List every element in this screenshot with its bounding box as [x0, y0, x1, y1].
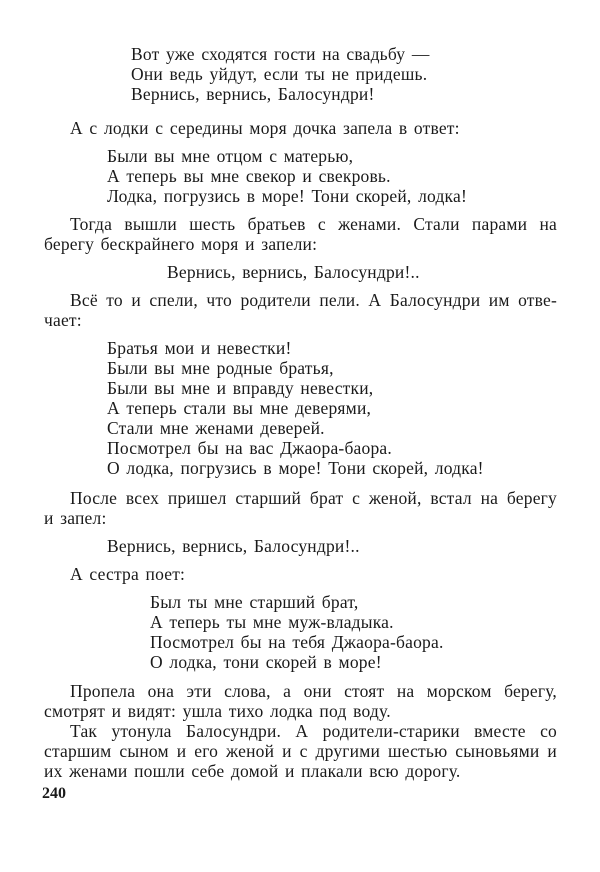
verse-line: А теперь стали вы мне деверями, — [107, 398, 372, 418]
verse-line: Были вы мне отцом с матерью, — [107, 146, 354, 166]
paragraph-line: старшим сыном и его женой и с другими шестью сыновьями и — [44, 741, 557, 761]
verse-line: Посмотрел бы на тебя Джаора-баора. — [150, 632, 444, 652]
verse-line: А теперь ты мне муж-владыка. — [150, 612, 394, 632]
paragraph-line: берегу бескрайнего моря и запели: — [44, 234, 318, 254]
verse-line: О лодка, погрузись в море! Тони скорей, лодка! — [107, 458, 484, 478]
verse-line: Они ведь уйдут, если ты не придешь. — [131, 64, 428, 84]
refrain-line: Вернись, вернись, Балосундри!.. — [107, 536, 360, 556]
paragraph-line: их женами пошли себе домой и плакали всю дорогу. — [44, 761, 461, 781]
verse-line: О лодка, тони скорей в море! — [150, 652, 382, 672]
verse-line: Стали мне женами деверей. — [107, 418, 325, 438]
verse-line: Были вы мне родные братья, — [107, 358, 334, 378]
page-number: 240 — [42, 785, 66, 802]
paragraph-line: Так утонула Балосундри. А родители-старики вместе со — [70, 721, 557, 741]
verse-line: Был ты мне старший брат, — [150, 592, 359, 612]
paragraph-line: Пропела она эти слова, а они стоят на морском берегу, — [70, 681, 557, 701]
verse-line: Посмотрел бы на вас Джаора-баора. — [107, 438, 392, 458]
paragraph-line: А сестра поет: — [70, 564, 186, 584]
paragraph-line: А с лодки с середины моря дочка запела в ответ: — [70, 118, 460, 138]
paragraph-line: Тогда вышли шесть братьев с женами. Стали парами на — [70, 214, 557, 234]
verse-line: Вернись, вернись, Балосундри! — [131, 84, 375, 104]
verse-line: Лодка, погрузись в море! Тони скорей, лодка! — [107, 186, 467, 206]
verse-line: Были вы мне и вправду невестки, — [107, 378, 374, 398]
verse-line: А теперь вы мне свекор и свекровь. — [107, 166, 391, 186]
verse-line: Братья мои и невестки! — [107, 338, 292, 358]
verse-line: Вот уже сходятся гости на свадьбу — — [131, 44, 430, 64]
paragraph-line: Всё то и спели, что родители пели. А Балосундри им отве- — [70, 290, 557, 310]
paragraph-line: чает: — [44, 310, 82, 330]
paragraph-line: После всех пришел старший брат с женой, встал на берегу — [70, 488, 557, 508]
paragraph-line: и запел: — [44, 508, 107, 528]
paragraph-line: смотрят и видят: ушла тихо лодка под воду. — [44, 701, 391, 721]
refrain-line: Вернись, вернись, Балосундри!.. — [167, 262, 420, 282]
